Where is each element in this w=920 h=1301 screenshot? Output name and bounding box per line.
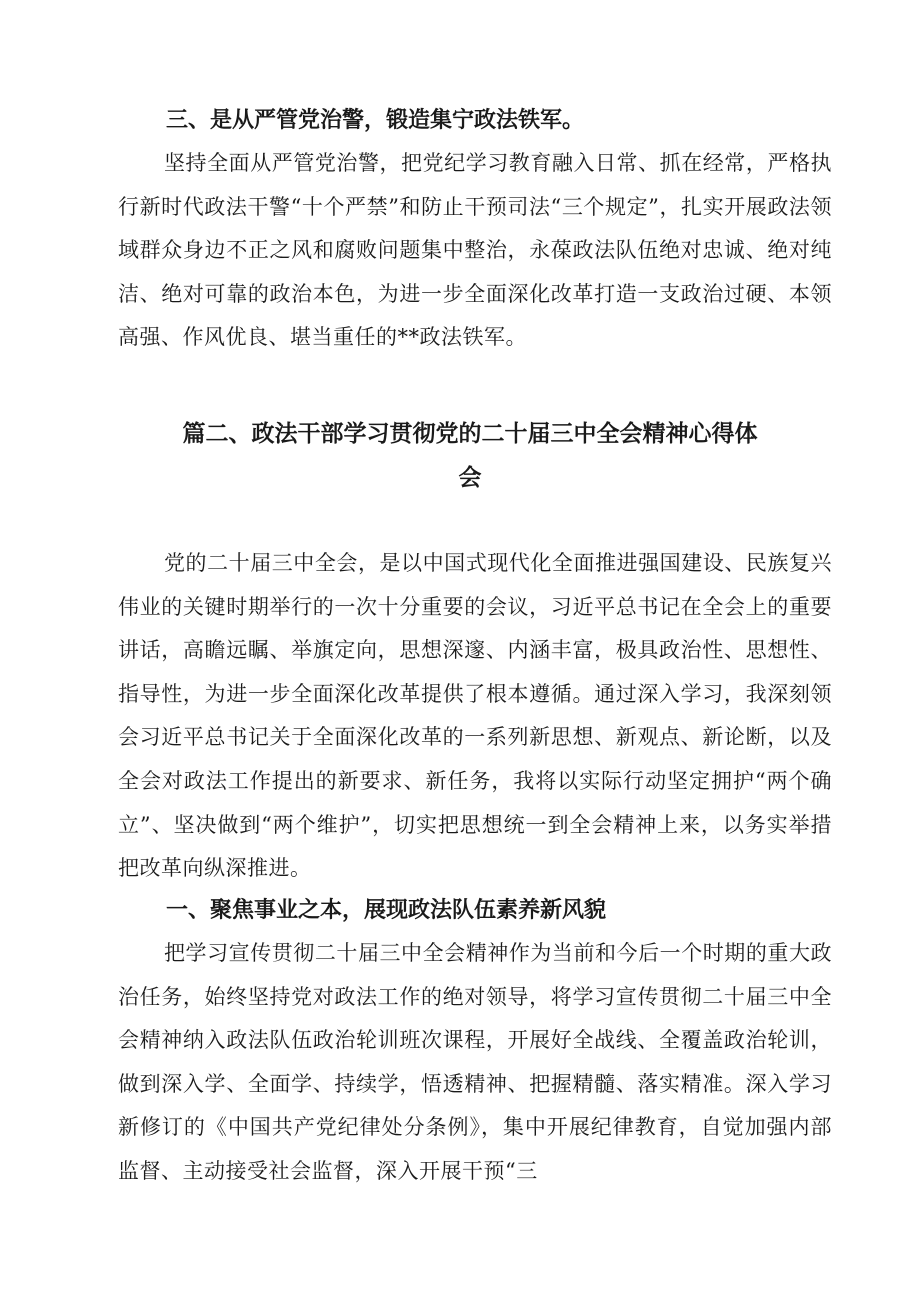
article2-title-line2: 会 <box>458 465 482 491</box>
article2-intro-paragraph: 党的二十届三中全会，是以中国式现代化全面推进强国建设、民族复兴伟业的关键时期举行的一次十分重要的会议，习近平总书记在全会上的重要讲话，高瞻远瞩、举旗定向，思想深邃、内涵丰富，极具政治性、思想性、指导性，为进一步全面深化改革提供了根本遵循。通过深入学习，我深刻领会习近平总书记关于全面深化改革的一系列新思想、新观点、新论断，以及全会对政法工作提出的新要求、新任务，我将以实际行动坚定拥护“两个确立”、坚决做到“两个维护”，切实把思想统一到全会精神上来，以务实举措把改革向纵深推进。 <box>118 551 832 881</box>
article2-section1-heading: 一、聚焦事业之本，展现政法队伍素养新风貌 <box>166 898 607 923</box>
section3-paragraph: 坚持全面从严管党治警，把党纪学习教育融入日常、抓在经常，严格执行新时代政法干警“十个严禁”和防止干预司法“三个规定”，扎实开展政法领域群众身边不正之风和腐败问题集中整治，永葆政法队伍绝对忠诚、绝对纯洁、绝对可靠的政治本色，为进一步全面深化改革打造一支政治过硬、本领高强、作风优良、堪当重任的**政法铁军。 <box>118 151 832 350</box>
section3-heading: 三、是从严管党治警，锻造集宁政法铁军。 <box>166 108 585 133</box>
article2-title-line1: 篇二、政法干部学习贯彻党的二十届三中全会精神心得体 <box>182 421 758 447</box>
article2-section1-paragraph: 把学习宣传贯彻二十届三中全会精神作为当前和今后一个时期的重大政治任务，始终坚持党对政法工作的绝对领导，将学习宣传贯彻二十届三中全会精神纳入政法队伍政治轮训班次课程，开展好全战线、全覆盖政治轮训，做到深入学、全面学、持续学，悟透精神、把握精髓、落实精准。深入学习新修订的《中国共产党纪律处分条例》，集中开展纪律教育，自觉加强内部监督、主动接受社会监督，深入开展干预“三 <box>118 941 832 1183</box>
